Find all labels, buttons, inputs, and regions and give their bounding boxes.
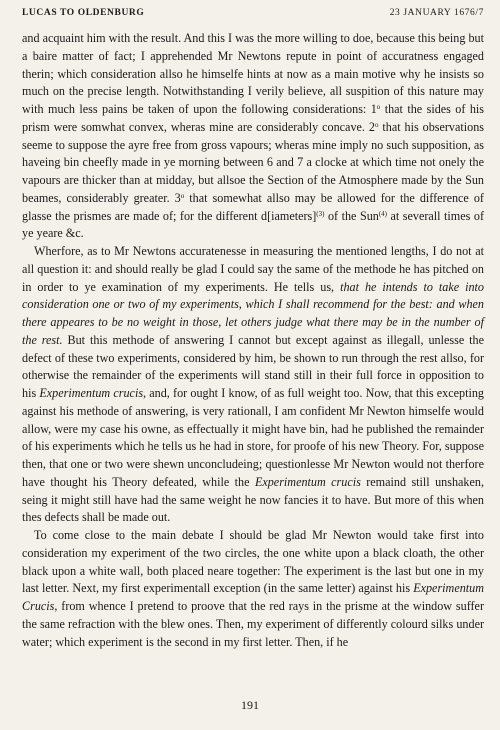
text-run: remaind still unshaken, seing it might still have had the same weight he now fancies it to have. But more of this when thes defects shall be made out.	[22, 474, 484, 525]
running-header	[22, 8, 484, 30]
superscript-mark: (3)	[316, 209, 325, 218]
superscript-mark: (4)	[378, 209, 388, 218]
text-run: at severall times of ye yeare &c.	[22, 208, 484, 241]
text-run: But this methode of answering I cannot but except against as illegall, unlesse the defect of these two experiments, considered by him, be shown to run through the rest allso, for otherwise the remainder of the experiments will stand still in their full force in opposition to his	[22, 332, 485, 400]
paragraph	[22, 30, 484, 243]
text-run: that his observations seeme to suppose the ayre free from gross vapours; wheras mine imply no such supposition, as haveing bin cheefly made in ye morning between 6 and 7 a clocke at which time not onely the vapours are thicker than at midday, but allsoe the Section of the Atmosphere made by the Sun beames, considerably greater. 3	[22, 119, 484, 205]
header-title: LUCAS TO OLDENBURG	[22, 8, 145, 18]
paragraph	[22, 527, 484, 651]
italic-run: Experimentum crucis	[254, 474, 361, 489]
letter-body	[22, 30, 484, 651]
paragraph	[22, 243, 484, 527]
page-number: 191	[241, 698, 259, 712]
italic-run: that he intends to take into consideration one or two of my experiments, which I shall recommend for the best: and when there appeares to be no weight in those, let others judge what there may be in the number of the rest.	[22, 279, 484, 347]
text-run: of the Sun	[324, 208, 379, 223]
italic-run: Experimentum crucis	[39, 386, 144, 400]
header-date: 23 JANUARY 1676/7	[389, 8, 484, 18]
text-run: and acquaint him with the result. And this I was the more willing to doe, because this being but a baire matter of fact; I apprehended Mr Newtons repute in point of accuratness engaged therin; which consideration allso he himselfe hints at now as a main motive why he insists so much on the precise length. Notwithstanding I verily believe, all suspition of this nature may with much less pains be taken of upon the following considerations: 1	[22, 31, 484, 116]
superscript-mark: o	[180, 191, 185, 200]
text-run: To come close to the main debate I should be glad Mr Newton would take first into consideration my experiment of the two circles, the one white upon a black cloath, the other black upon a white wall, both placed neare together: The experiment is the last but one in my last letter. Next, my first experimentall exception (in the same letter) against his	[22, 528, 484, 596]
text-run: that somewhat allso may be allowed for the difference of glasse the prismes are made of; for the different d[iameters]	[22, 190, 484, 223]
text-run: Wherfore, as to Mr Newtons accuratenesse in measuring the mentioned lengths, I do not at all question it: and should really be glad I could say the same of the methode he has pitched on in order to ye examination of my experiments. He tells us,	[22, 244, 484, 294]
text-run: that the sides of his prism were somwhat convex, wheras mine are considerably concave. 2	[22, 102, 485, 134]
superscript-mark: o	[376, 103, 381, 111]
superscript-mark: o	[374, 120, 379, 129]
text-run: , and, for ought I know, of as full weight too. Now, that this excepting against his methode of answering, is very rationall, I am confident Mr Newton himselfe would allow, were my case his owne, as effectually it might have bin, had he published the remainder of his experiments which he tells us he had in store, for proofe of his new Theory. For, suppose then, that one or two were shewn unconcludeing; questionlesse Mr Newton would not therfore have thought his Theory defeated, while the	[22, 386, 484, 489]
text-run: , from whence I pretend to proove that the red rays in the prisme at the window suffer the same refraction with the blew ones. Then, my experiment of differently colourd silks under water; which experiment is the second in my first letter. Then, if he	[22, 599, 484, 649]
italic-run: Experimentum Crucis	[22, 581, 484, 613]
